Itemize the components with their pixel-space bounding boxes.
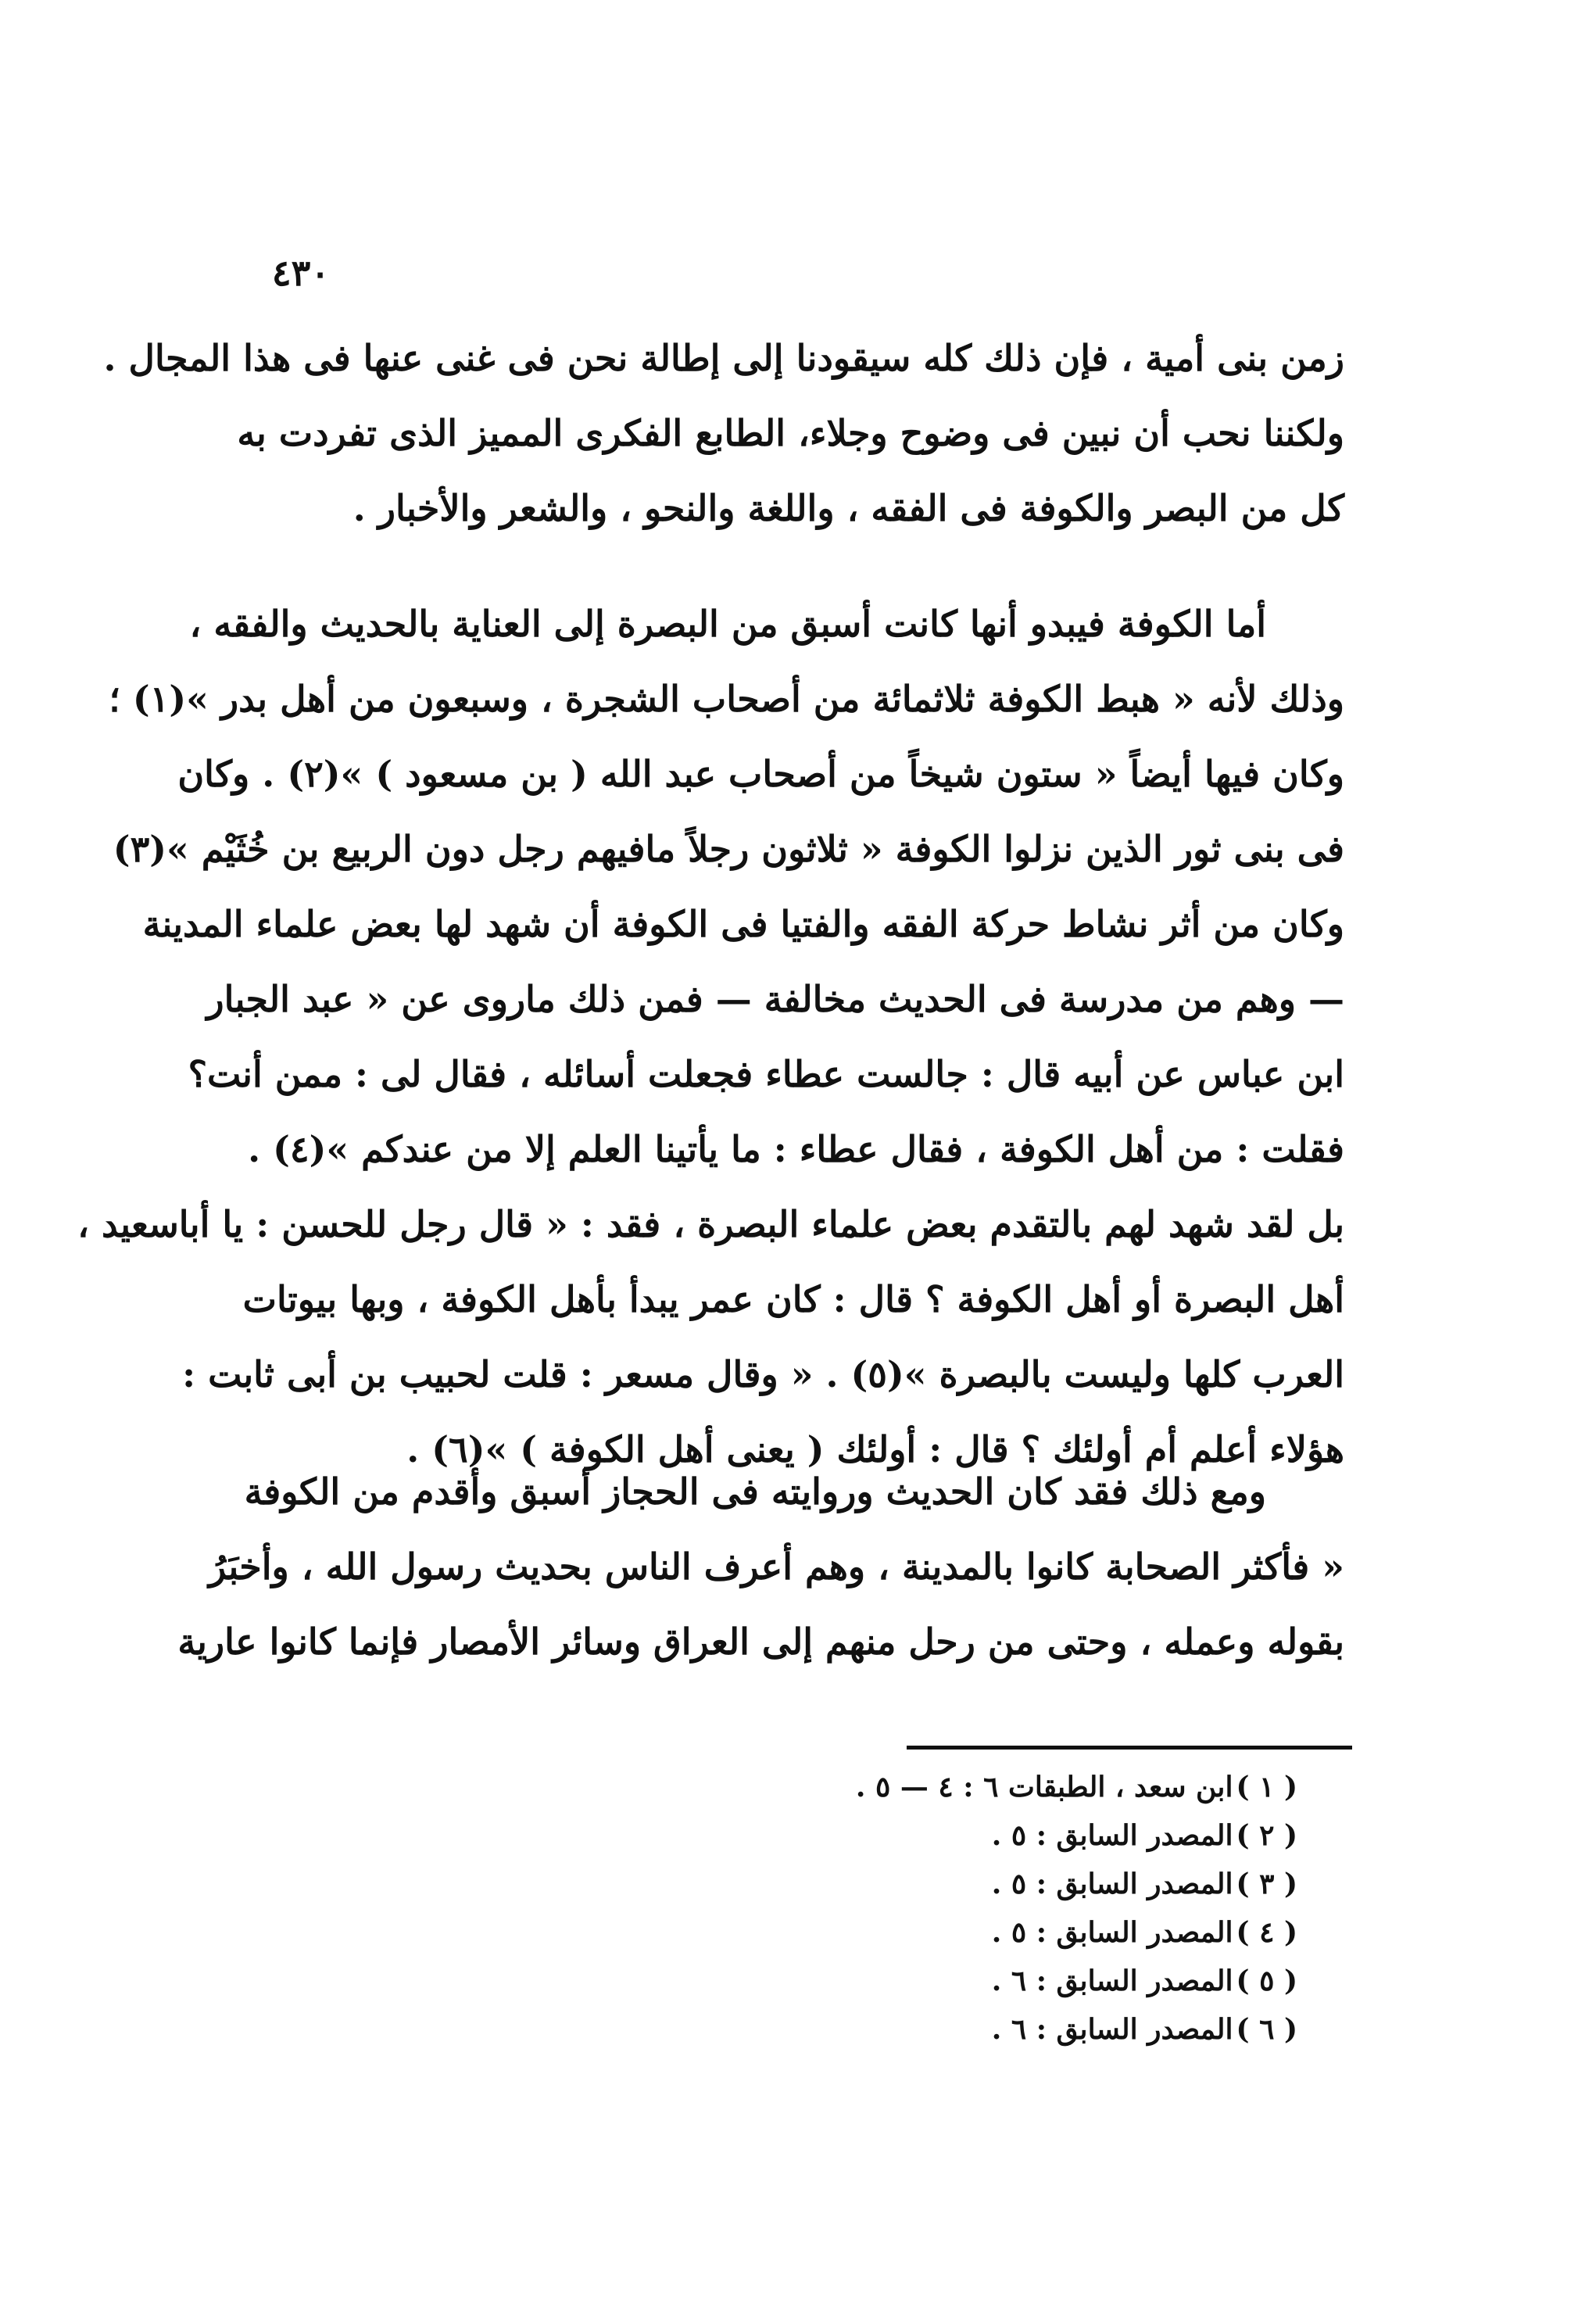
text-line: — وهم من مدرسة فى الحديث مخالفة — فمن ذلك ماروى عن « عبد الجبار <box>206 978 1344 1020</box>
footnote-text: المصدر السابق : ٥ . <box>991 1868 1233 1900</box>
text-line: وذلك لأنه « هبط الكوفة ثلاثمائة من أصحاب الشجرة ، وسبعون من أهل بدر »(١) ؛ <box>109 678 1344 720</box>
paragraph-2 <box>77 586 1344 1487</box>
text-line: هؤلاء أعلم أم أولئك ؟ قال : أولئك ( يعنى أهل الكوفة ) »(٦) . <box>406 1428 1344 1470</box>
text-line: زمن بنى أمية ، فإن ذلك كله سيقودنا إلى إطالة نحن فى غنى عنها فى هذا المجال . <box>103 337 1344 379</box>
text-line: « فأكثر الصحابة كانوا بالمدينة ، وهم أعرف الناس بحديث رسول الله ، وأخبَرُ <box>209 1545 1344 1588</box>
footnote-text: ابن سعد ، الطبقات ٦ : ٤ — ٥ . <box>855 1771 1233 1803</box>
text-line: ابن عباس عن أبيه قال : جالست عطاء فجعلت أسائله ، فقال لى : ممن أنت؟ <box>188 1053 1344 1095</box>
paragraph-3 <box>177 1454 1344 1679</box>
page-number: ٤٣٠ <box>271 252 330 294</box>
footnote-5 <box>750 1957 1297 2005</box>
footnote-6 <box>750 2005 1297 2054</box>
footnote-number: ( ٣ ) <box>1236 1868 1297 1900</box>
text-line: العرب كلها وليست بالبصرة »(٥) . « وقال مسعر : قلت لحبيب بن أبى ثابت : <box>182 1353 1344 1395</box>
paragraph-1 <box>103 321 1344 546</box>
footnote-4 <box>750 1908 1297 1957</box>
footnote-number: ( ٦ ) <box>1236 2013 1297 2046</box>
text-line: بقوله وعمله ، وحتى من رحل منهم إلى العراق وسائر الأمصار فإنما كانوا عارية <box>177 1621 1344 1663</box>
footnote-divider <box>907 1746 1352 1750</box>
footnote-text: المصدر السابق : ٦ . <box>991 1965 1233 1997</box>
footnote-number: ( ٤ ) <box>1236 1916 1297 1949</box>
text-line: فقلت : من أهل الكوفة ، فقال عطاء : ما يأتينا العلم إلا من عندكم »(٤) . <box>248 1128 1344 1170</box>
text-line: ومع ذلك فقد كان الحديث وروايته فى الحجاز أسبق وأقدم من الكوفة <box>244 1470 1266 1513</box>
footnote-number: ( ٢ ) <box>1236 1819 1297 1852</box>
footnote-2 <box>750 1811 1297 1860</box>
footnote-1 <box>750 1763 1297 1811</box>
text-line: ولكننا نحب أن نبين فى وضوح وجلاء، الطابع الفكرى المميز الذى تفردت به <box>237 412 1344 454</box>
footnote-number: ( ٥ ) <box>1236 1965 1297 1997</box>
footnote-text: المصدر السابق : ٦ . <box>991 2013 1233 2046</box>
footnotes <box>750 1763 1297 2054</box>
footnote-number: ( ١ ) <box>1236 1771 1297 1803</box>
text-line: كل من البصر والكوفة فى الفقه ، واللغة والنحو ، والشعر والأخبار . <box>352 487 1344 529</box>
footnote-text: المصدر السابق : ٥ . <box>991 1819 1233 1852</box>
text-line: أما الكوفة فيبدو أنها كانت أسبق من البصرة إلى العناية بالحديث والفقه ، <box>189 603 1266 645</box>
text-line: وكان فيها أيضاً « ستون شيخاً من أصحاب عبد الله ( بن مسعود ) »(٢) . وكان <box>177 753 1344 795</box>
text-line: أهل البصرة أو أهل الكوفة ؟ قال : كان عمر يبدأ بأهل الكوفة ، وبها بيوتات <box>242 1278 1344 1320</box>
text-line: وكان من أثر نشاط حركة الفقه والفتيا فى الكوفة أن شهد لها بعض علماء المدينة <box>142 903 1344 945</box>
footnote-text: المصدر السابق : ٥ . <box>991 1916 1233 1949</box>
text-line: فى بنى ثور الذين نزلوا الكوفة « ثلاثون رجلاً مافيهم رجل دون الربيع بن خُثَيْم »(٣) <box>113 828 1344 870</box>
text-line: بل لقد شهد لهم بالتقدم بعض علماء البصرة ، فقد : « قال رجل للحسن : يا أباسعيد ، <box>77 1203 1344 1245</box>
footnote-3 <box>750 1860 1297 1908</box>
